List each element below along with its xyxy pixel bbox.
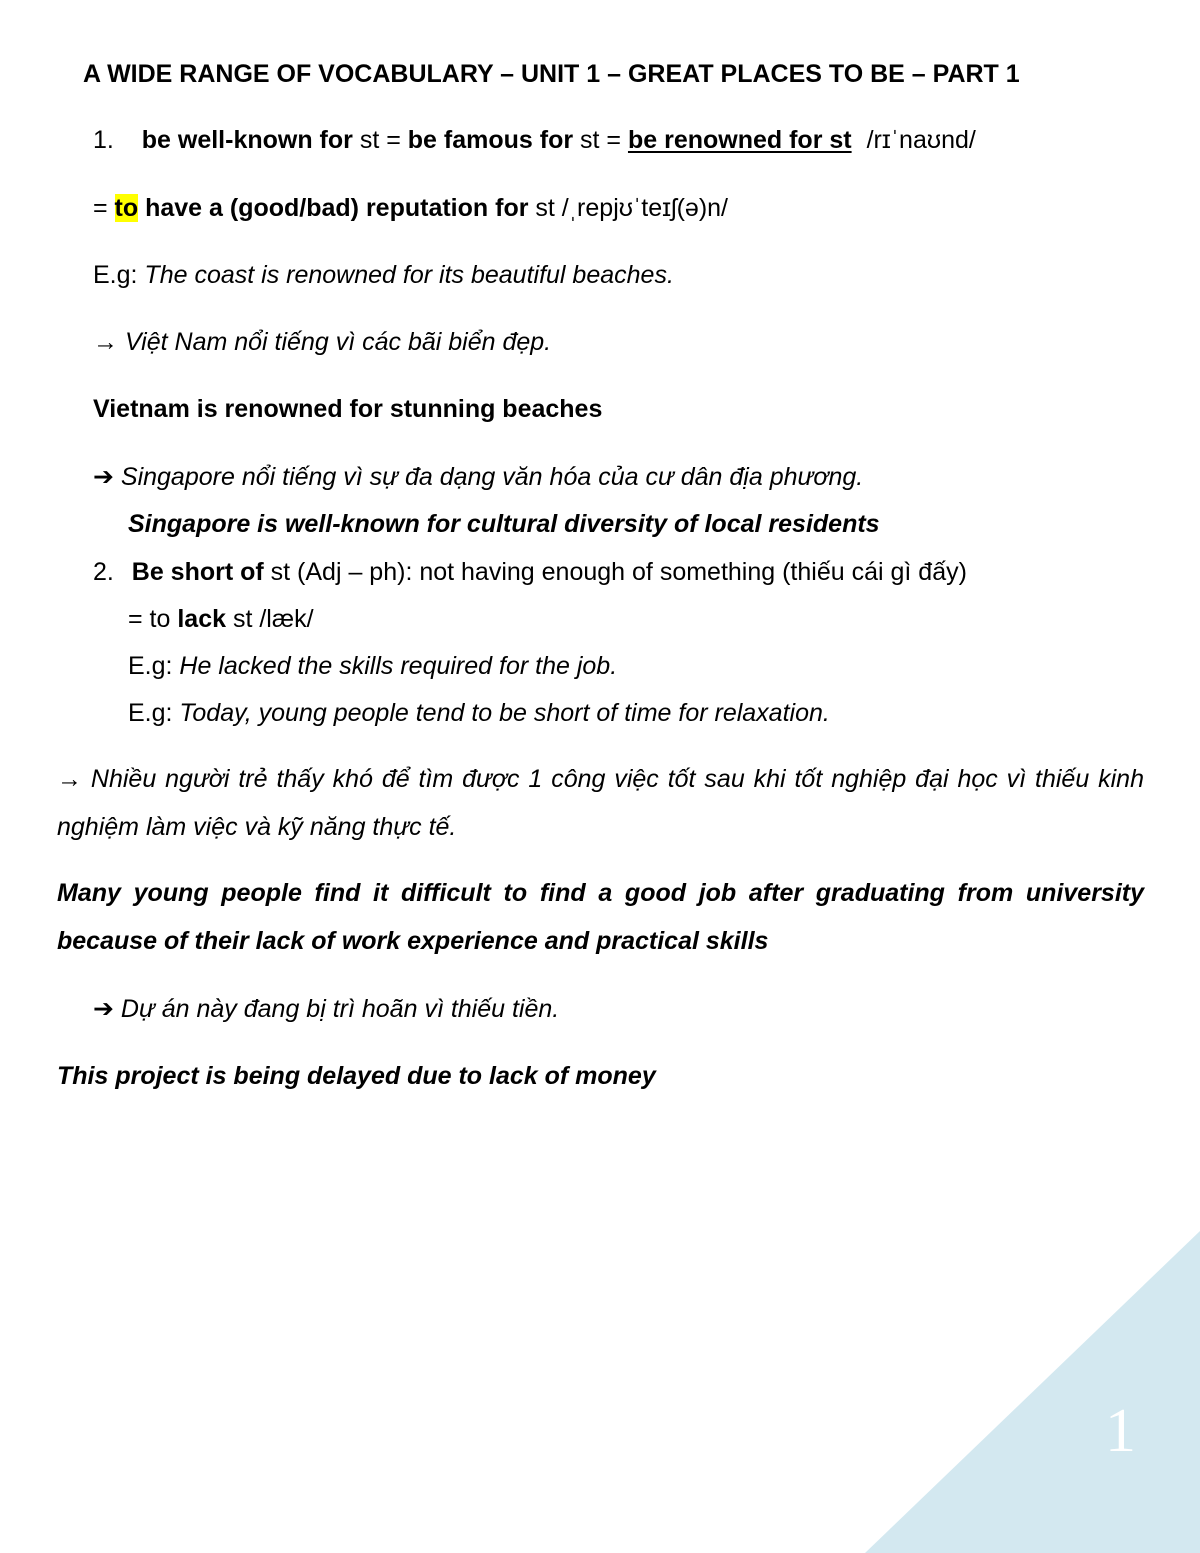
term: have a (good/bad) reputation for — [138, 194, 529, 222]
item-2-translation-vi-1 — [57, 755, 1144, 851]
item-2-translation-vi-2 — [93, 997, 559, 1022]
item-1-heading — [93, 128, 976, 153]
definition: st (Adj – ph): not having enough of something (thiếu cái gì đấy) — [263, 558, 967, 586]
term-underlined: be renowned for st — [627, 126, 852, 154]
term: be well-known for — [141, 126, 353, 154]
vietnamese-sentence: Nhiều người trẻ thấy khó để tìm được 1 công việc tốt sau khi tốt nghiệp đại học vì thiếu kinh nghiệm làm việc và kỹ năng thực tế. — [57, 765, 1144, 841]
equals-sign: = — [93, 194, 115, 222]
pronunciation: st /læk/ — [226, 605, 314, 633]
arrow-icon: ➔ — [93, 463, 114, 491]
item-number: 1. — [93, 126, 114, 154]
arrow-icon: ➔ — [93, 995, 114, 1023]
item-1-synonym-line — [93, 196, 728, 221]
document-title: A WIDE RANGE OF VOCABULARY – UNIT 1 – GREAT PLACES TO BE – PART 1 — [83, 60, 1020, 88]
item-2-translation-en-1: Many young people find it difficult to find a good job after graduating from university because of their lack of work experience and practical skills — [57, 879, 1144, 955]
item-2-heading — [93, 560, 967, 585]
item-2-example-2 — [128, 701, 830, 726]
item-1-translation-en-1: Vietnam is renowned for stunning beaches — [93, 395, 603, 423]
item-2-synonym-line — [128, 607, 314, 632]
example-label: E.g: — [128, 699, 180, 727]
vietnamese-sentence: Singapore nổi tiếng vì sự đa dạng văn hóa của cư dân địa phương. — [113, 463, 864, 491]
term: lack — [177, 605, 227, 633]
highlighted-word: to — [114, 194, 139, 222]
term: Be short of — [131, 558, 264, 586]
example-label: E.g: — [93, 261, 145, 289]
vietnamese-sentence: Dự án này đang bị trì hoãn vì thiếu tiền. — [113, 995, 560, 1023]
term: be famous for — [407, 126, 574, 154]
example-text: He lacked the skills required for the job. — [179, 652, 618, 680]
item-1-example — [93, 263, 674, 288]
pronunciation: /rɪˈnaʊnd/ — [866, 126, 976, 154]
separator: st = — [352, 126, 408, 154]
equals-sign: = to — [128, 605, 178, 633]
item-2-translation-en-2: This project is being delayed due to lack of money — [57, 1062, 656, 1090]
item-1-translation-vi-1 — [93, 330, 551, 355]
example-label: E.g: — [128, 652, 180, 680]
item-number: 2. — [93, 558, 114, 586]
example-text: The coast is renowned for its beautiful beaches. — [144, 261, 674, 289]
vietnamese-sentence: Việt Nam nổi tiếng vì các bãi biển đẹp. — [118, 328, 552, 356]
corner-triangle-decoration — [865, 1231, 1200, 1553]
item-1-translation-vi-2 — [93, 465, 863, 490]
example-text: Today, young people tend to be short of time for relaxation. — [179, 699, 830, 727]
arrow-icon: → — [57, 765, 82, 793]
page-number: 1 — [1105, 1397, 1136, 1465]
arrow-icon: → — [93, 328, 118, 356]
pronunciation: st /ˌrepjʊˈteɪʃ(ə)n/ — [528, 194, 728, 222]
item-1-translation-en-2: Singapore is well-known for cultural diversity of local residents — [128, 510, 880, 538]
separator: st = — [573, 126, 628, 154]
item-2-example-1 — [128, 654, 617, 679]
